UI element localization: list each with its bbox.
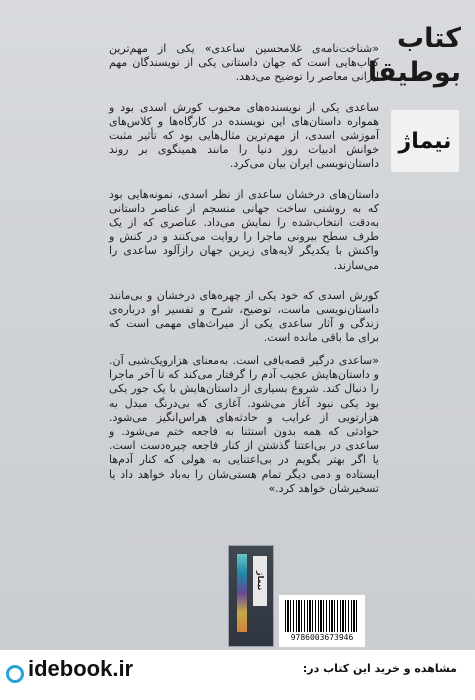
publisher-logo-text: نیماژ bbox=[398, 128, 452, 154]
paragraph-1: «شناخت‌نامه‌ی غلامحسین ساعدی» یکی از مهم‌ترین کتاب‌هایی است که جهان داستانی یکی از نویسندگان مهم ایرانی معاصر را توضیح می‌دهد. bbox=[109, 42, 379, 84]
isbn-number: 9786003673946 bbox=[290, 633, 354, 642]
footer-banner[interactable] bbox=[0, 650, 475, 700]
description-text bbox=[109, 42, 379, 362]
isbn-barcode bbox=[278, 594, 366, 648]
paragraph-3: داستان‌های درخشان ساعدی از نظر اسدی، نمونه‌هایی بود که به روشنی ساخت جهانی منسجم از عناصر داستانی به‌دقت انتخاب‌شده را نمایش می‌داد. عناصری که از یک طرف سطح بیرونی ماجرا را روایت می‌کنند و در کنش و واکنش با یکدیگر لایه‌های زیرین جهان رازآلود ساعدی را می‌سازند. bbox=[109, 187, 379, 272]
quote-text: «ساعدی درگیر قصه‌بافی است. به‌معنای هزارویک‌شبی آن. و داستان‌هایش عجیب آدم را گرفتار می‌کند که تا آخر ماجرا را دنبال کند. شروع بسیاری از داستان‌هایش با یک جور یکی بود یکی نبود آغاز می‌شود. آغازی که بی‌درنگ مبدل به هزارتویی از غرایب و حادثه‌های هراس‌انگیز می‌شود. حوادثی که همه بدون استثنا به فاجعه ختم می‌شود. و ساعدی در بی‌اعتنا گذشتن از کنار فاجعه چیره‌دست است. یا اگر بهتر بگویم در بی‌اعتنایی به هولی که کنار آدم‌ها ایستاده و دمی دیگر تمام هستی‌شان را به‌باد خواهد داد یا تسخیرشان خواهد کرد.» bbox=[109, 354, 379, 495]
paragraph-4: کورش اسدی که خود یکی از چهره‌های درخشان و بی‌مانند داستان‌نویسی ماست، توضیح، شرح و تفسیر او درباره‌ی زندگی و آثار ساعدی یکی از میراث‌های مهمی است که برای ما باقی مانده است. bbox=[109, 288, 379, 345]
brand-area bbox=[367, 0, 475, 180]
paragraph-2: ساعدی یکی از نویسنده‌های محبوب کورش اسدی بود و همواره داستان‌های این نویسنده در کارگاه‌ها و کلاس‌های آموزشی اسدی، از مهم‌ترین مثال‌هایی بود که تأثیر مثبت خوانش ادبیات روز دنیا را مانند همینگوی بر روند داستان‌نویسی ایران بیان می‌کرد. bbox=[109, 100, 379, 171]
footer-caption: مشاهده و خرید این کتاب در: bbox=[302, 662, 457, 675]
mini-publisher-logo: نیماژ bbox=[253, 556, 267, 606]
site-logo-icon bbox=[6, 665, 24, 683]
barcode-bars bbox=[285, 600, 359, 632]
publisher-logo bbox=[391, 110, 459, 172]
site-domain[interactable]: idebook.ir bbox=[28, 656, 134, 681]
series-title: کتاب بوطیقا bbox=[367, 23, 461, 88]
spine-artwork bbox=[228, 545, 274, 647]
color-strip bbox=[237, 554, 247, 632]
